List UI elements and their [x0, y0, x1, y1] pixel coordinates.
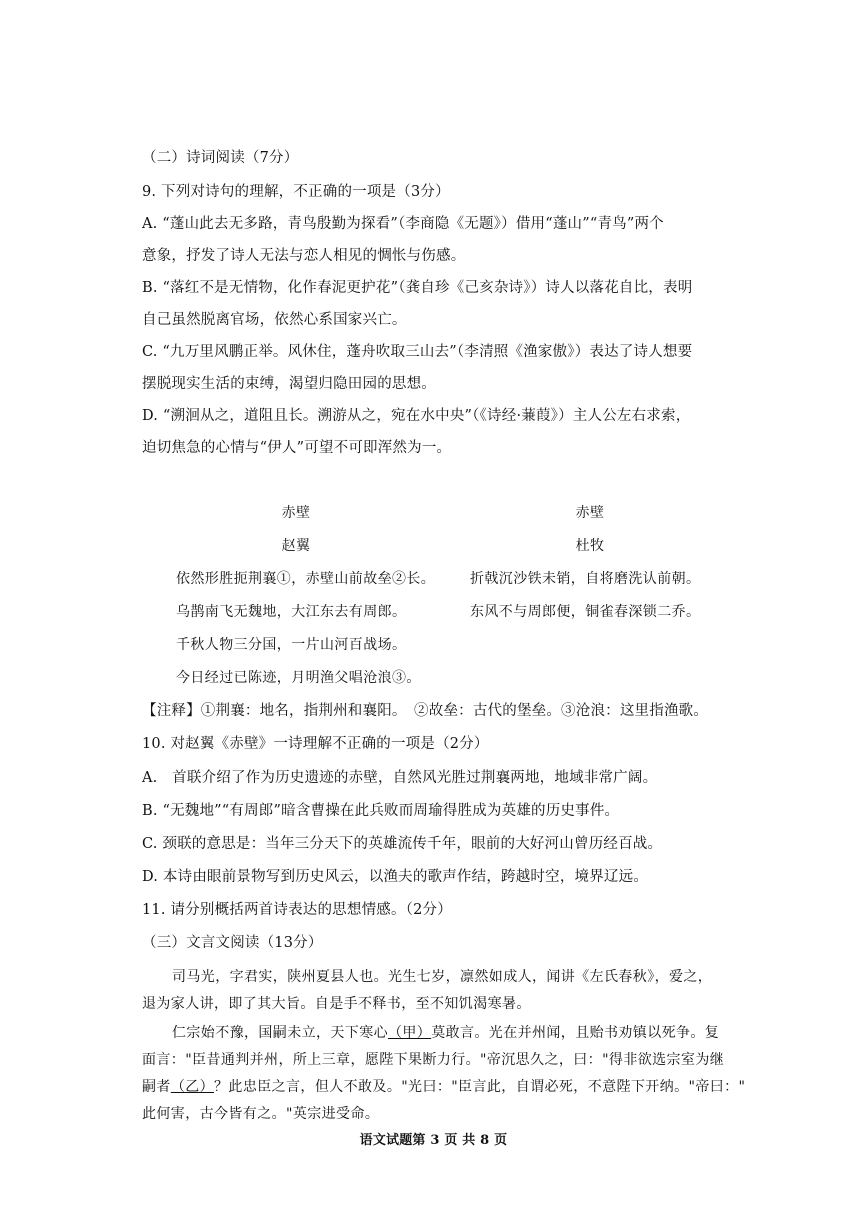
passage-line — [142, 1077, 745, 1097]
poem-notes: 【注释】①荆襄：地名，指荆州和襄阳。 ②故垒：古代的堡垒。③沧浪：这里指渔歌。 — [142, 703, 709, 719]
poem1-title: 赤壁 — [281, 505, 311, 521]
q9-option-a-line1: A. “蓬山此去无多路，青鸟殷勤为探看”（李商隐《无题》）借用“蓬山”“青鸟”两个 — [142, 216, 664, 232]
poem1-line: 千秋人物三分国，一片山河百战场。 — [176, 637, 407, 653]
section3-heading: （三）文言文阅读（13分） — [142, 935, 323, 951]
passage-line: 面言："臣昔通判并州，所上三章，愿陛下果断力行。"帝沉思久之，曰："得非欲选宗室为继 — [142, 1052, 725, 1068]
passage-line: 司马光，字君实，陕州夏县人也。光生七岁，凛然如成人，闻讲《左氏春秋》，爱之， — [172, 969, 713, 985]
poem2-line: 东风不与周郎便，铜雀春深锁二乔。 — [470, 604, 701, 620]
passage-text: 莫敢言。光在并州闻，且贻书劝镇以死争。复 — [431, 1025, 720, 1041]
poem1-line: 乌鹊南飞无魏地，大江东去有周郎。 — [176, 604, 407, 620]
q10-option-b: B. “无魏地”“有周郎”暗含曹操在此兵败而周瑜得胜成为英雄的历史事件。 — [142, 803, 620, 819]
q9-option-b-line2: 自己虽然脱离官场，依然心系国家兴亡。 — [142, 312, 407, 328]
blank-yi: （乙） — [170, 1079, 215, 1095]
poem1-line: 今日经过已陈迹，月明渔父唱沧浪③。 — [176, 670, 421, 686]
poem2-line: 折戟沉沙铁未销，自将磨洗认前朝。 — [470, 571, 701, 587]
passage-line — [172, 1023, 719, 1043]
section2-heading: （二）诗词阅读（7分） — [142, 150, 299, 166]
passage-text: ？此忠臣之言，但人不敢及。"光曰："臣言此，自谓必死，不意陛下开纳。"帝曰：" — [214, 1079, 746, 1095]
passage-line: 此何害，古今皆有之。"英宗进受命。 — [142, 1106, 380, 1122]
q9-option-b-line1: B. “落红不是无情物，化作春泥更护花”（龚自珍《己亥杂诗》）诗人以落花自比，表明 — [142, 280, 693, 296]
poem1-line: 依然形胜扼荆襄①，赤壁山前故垒②长。 — [176, 571, 436, 587]
q10-option-c: C. 颈联的意思是：当年三分天下的英雄流传千年，眼前的大好河山曾历经百战。 — [142, 836, 663, 852]
q9-option-d-line2: 迫切焦急的心情与“伊人”可望不可即浑然为一。 — [142, 440, 452, 456]
passage-text: 嗣者 — [142, 1079, 171, 1095]
q9-stem: 9. 下列对诗句的理解，不正确的一项是（3分） — [142, 184, 450, 200]
q9-option-d-line1: D. “溯洄从之，道阻且长。溯游从之，宛在水中央”（《诗经·蒹葭》）主人公左右求索， — [142, 408, 691, 424]
q9-option-a-line2: 意象，抒发了诗人无法与恋人相见的惆怅与伤感。 — [142, 248, 466, 264]
q11-stem: 11. 请分别概括两首诗表达的思想情感。（2分） — [142, 902, 452, 918]
passage-text: 仁宗始不豫，国嗣未立，天下寒心 — [172, 1025, 388, 1041]
page-footer: 语文试题第 3 页 共 8 页 — [359, 1133, 508, 1148]
q9-option-c-line1: C. “九万里风鹏正举。风休住，蓬舟吹取三山去”（李清照《渔家傲》）表达了诗人想要 — [142, 344, 693, 360]
q10-option-d: D. 本诗由眼前景物写到历史风云，以渔夫的歌声作结，跨越时空，境界辽远。 — [142, 869, 649, 885]
q9-option-c-line2: 摆脱现实生活的束缚，渴望归隐田园的思想。 — [142, 376, 436, 392]
passage-line: 退为家人讲，即了其大旨。自是手不释书，至不知饥渴寒暑。 — [142, 996, 531, 1012]
poem2-author: 杜牧 — [575, 538, 605, 554]
poem2-title: 赤壁 — [575, 505, 605, 521]
q10-option-a: A. 首联介绍了作为历史遗迹的赤壁，自然风光胜过荆襄两地，地域非常广阔。 — [142, 770, 658, 786]
poem1-author: 赵翼 — [281, 538, 311, 554]
blank-jia: （甲） — [388, 1025, 432, 1041]
q10-stem: 10. 对赵翼《赤壁》一诗理解不正确的一项是（2分） — [142, 736, 489, 752]
